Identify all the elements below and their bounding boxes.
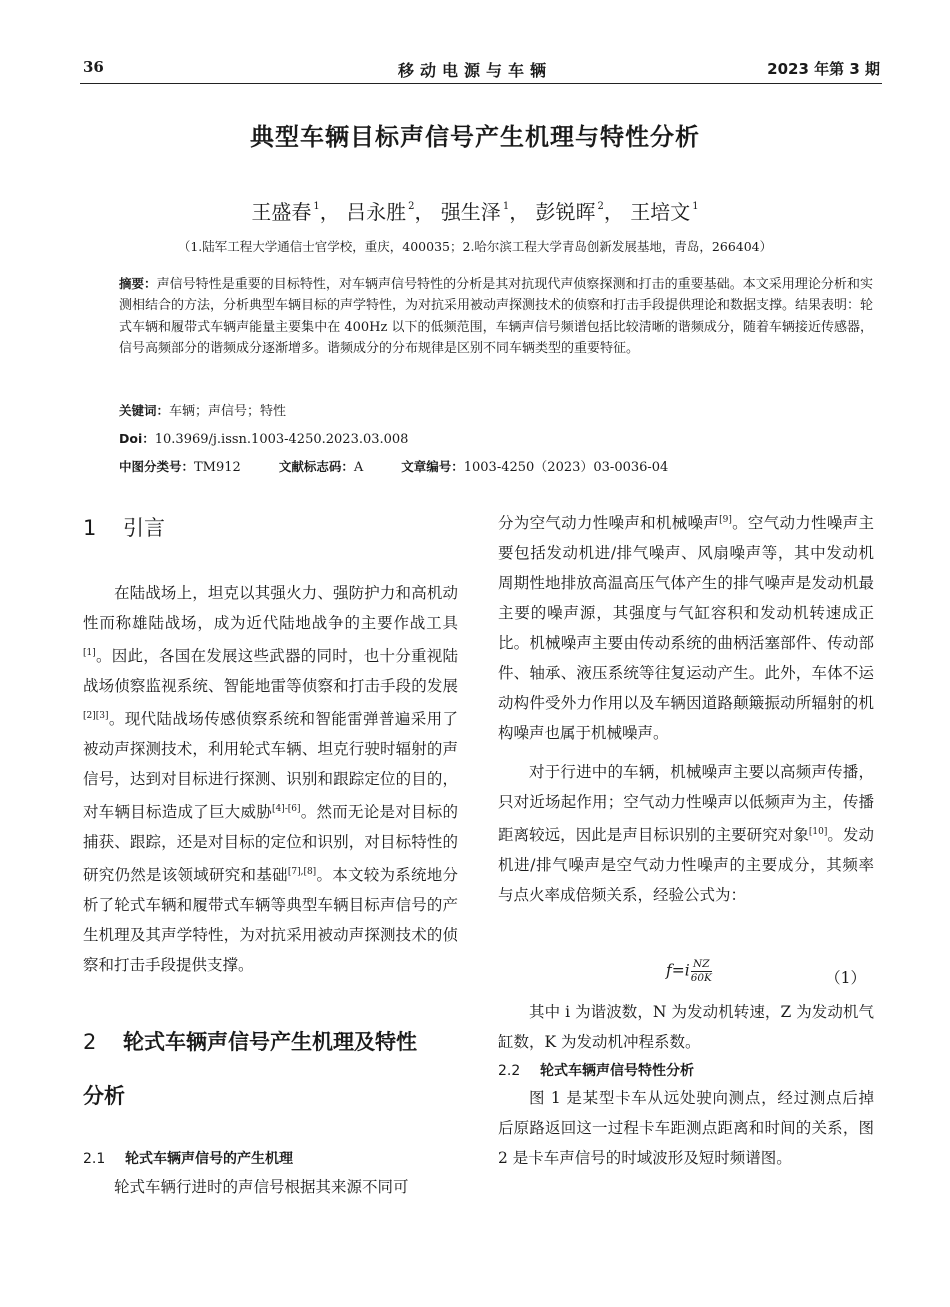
fraction-denominator: 60K bbox=[690, 972, 712, 984]
intro-paragraph bbox=[83, 578, 458, 980]
author-name: 彭锐晖 bbox=[535, 200, 596, 224]
section-title: 轮式车辆声信号产生机理及特性 bbox=[123, 1030, 417, 1054]
author-affiliation-mark: 1 bbox=[692, 201, 699, 212]
author-affiliation-mark: 1 bbox=[502, 201, 510, 212]
text-run: 对于行进中的车辆，机械噪声主要以高频声传播，只对近场起作用；空气动力性噪声以低频声为主，传播距离较远，因此是声目标识别的主要研究对象 bbox=[498, 763, 874, 844]
issue-label: 2023 年第 3 期 bbox=[767, 60, 880, 78]
clc-value: TM912 bbox=[194, 460, 241, 475]
author-name: 强生泽 bbox=[440, 200, 501, 224]
doi-label: Doi： bbox=[119, 431, 155, 446]
article-number-label: 文章编号： bbox=[401, 459, 464, 474]
author-affiliation-mark: 2 bbox=[408, 201, 415, 212]
doi bbox=[119, 428, 408, 450]
equation-1 bbox=[498, 956, 874, 992]
author-affiliation-mark: 2 bbox=[597, 201, 604, 212]
journal-name: 移动电源与车辆 bbox=[397, 61, 552, 80]
fraction bbox=[691, 958, 712, 985]
doc-code-label: 文献标志码： bbox=[278, 459, 354, 474]
subsection-2-2-heading bbox=[498, 1060, 874, 1080]
paragraph bbox=[498, 1083, 874, 1173]
clc-label: 中图分类号： bbox=[119, 459, 195, 474]
section-1-heading bbox=[83, 512, 458, 542]
equation-lhs: f=i bbox=[666, 961, 690, 980]
doc-code-value: A bbox=[353, 460, 364, 475]
subsection-2-1-heading bbox=[83, 1148, 458, 1168]
article-number-value: 1003-4250（2023）03-0036-04 bbox=[463, 460, 669, 475]
equation-number: （1） bbox=[825, 969, 866, 987]
classification-line bbox=[119, 456, 668, 478]
section-2-heading bbox=[83, 1026, 458, 1056]
subsection-number: 2.1 bbox=[83, 1151, 106, 1167]
text-run: 。空气动力性噪声主要包括发动机进/排气噪声、风扇噪声等，其中发动机周期性地排放高温高压气体产生的排气噪声是发动机最主要的噪声源，其强度与气缸容积和发动机转速成正比。机械噪声主要由传动系统的曲柄活塞部件、传动部件、轴承、液压系统等往复运动产生。此外，车体不运动构件受外力作用以及车辆因道路颠簸振动所辐射的机构噪声也属于机械噪声。 bbox=[498, 514, 874, 742]
abstract-text: 声信号特性是重要的目标特性，对车辆声信号特性的分析是其对抗现代声侦察探测和打击的重要基础。本文采用理论分析和实测相结合的方法，分析典型车辆目标的声学特性，为对抗采用被动声探测技术的侦察和打击手段提供理论和数据支撑。结果表明：轮式车辆和履带式车辆声能量主要集中在 400Hz 以下的低频范围，车辆声信号频谱包括比较清晰的谐频成分，随着车辆接近传感器，信号高频部分的谐频成分逐渐增多。谐频成分的分布规律是区别不同车辆类型的重要特征。 bbox=[119, 277, 874, 356]
subsection-title: 轮式车辆声信号特性分析 bbox=[540, 1063, 694, 1079]
author-name: 吕永胜 bbox=[346, 200, 407, 224]
citation: [7],[8] bbox=[287, 867, 317, 877]
text-run: 在陆战场上，坦克以其强火力、强防护力和高机动性而称雄陆战场，成为近代陆地战争的主要作战工具 bbox=[83, 584, 458, 632]
subsection-number: 2.2 bbox=[498, 1063, 521, 1079]
author-name: 王盛春 bbox=[251, 200, 312, 224]
text-run: 。本文较为系统地分析了轮式车辆和履带式车辆等典型车辆目标声信号的产生机理及其声学特性，为对抗采用被动声探测技术的侦察和打击手段提供支撑。 bbox=[83, 866, 458, 974]
abstract-label: 摘要： bbox=[119, 276, 157, 291]
page-number: 36 bbox=[83, 58, 104, 76]
author-affiliation-mark: 1 bbox=[313, 201, 320, 212]
section-2-heading-cont: 分析 bbox=[83, 1084, 125, 1108]
citation: [9] bbox=[719, 515, 732, 525]
paragraph bbox=[83, 1172, 458, 1202]
doi-value: 10.3969/j.issn.1003-4250.2023.03.008 bbox=[154, 432, 409, 447]
paper-title: 典型车辆目标声信号产生机理与特性分析 bbox=[250, 123, 700, 151]
header-rule bbox=[80, 83, 882, 84]
text-run: 。现代陆战场传感侦察系统和智能雷弹普遍采用了被动声探测技术，利用轮式车辆、坦克行驶时辐射的声信号，达到对目标进行探测、识别和跟踪定位的目的，对车辆目标造成了巨大威胁 bbox=[83, 710, 458, 821]
section-title: 引言 bbox=[123, 516, 165, 540]
paragraph bbox=[498, 505, 874, 910]
text-run: 。发动机进/排气噪声是空气动力性噪声的主要成分，其频率与点火率成倍频关系，经验公式为： bbox=[498, 826, 874, 904]
subsection-title: 轮式车辆声信号的产生机理 bbox=[125, 1151, 293, 1167]
equation-expression bbox=[666, 958, 712, 985]
keywords-text: 车辆；声信号；特性 bbox=[169, 404, 287, 419]
keywords-label: 关键词： bbox=[119, 403, 170, 418]
text-run: 分为空气动力性噪声和机械噪声 bbox=[498, 514, 720, 532]
citation: [4]-[6] bbox=[271, 804, 301, 814]
affiliations: （1.陆军工程大学通信士官学校，重庆，400035；2.哈尔滨工程大学青岛创新发展基地，青岛，266404） bbox=[177, 239, 773, 254]
text-run: 其中 i 为谐波数，N 为发动机转速，Z 为发动机气缸数，K 为发动机冲程系数。 bbox=[498, 1003, 874, 1051]
text-run: 。然而无论是对目标的捕获、跟踪，还是对目标的定位和识别，对目标特性的研究仍然是该领域研究和基础 bbox=[83, 803, 458, 884]
text-run: 。因此，各国在发展这些武器的同时，也十分重视陆战场侦察监视系统、智能地雷等侦察和打击手段的发展 bbox=[83, 647, 458, 695]
paragraph bbox=[498, 997, 874, 1057]
keywords bbox=[119, 400, 286, 422]
text-run: 图 1 是某型卡车从远处驶向测点，经过测点后掉后原路返回这一过程卡车距测点距离和时间的关系，图 2 是卡车声信号的时域波形及短时频谱图。 bbox=[498, 1089, 874, 1167]
citation: [10] bbox=[808, 827, 828, 837]
section-number: 2 bbox=[83, 1030, 97, 1054]
author-list: 王盛春 $^1$， 吕永胜 $^2$， 强生泽 $^1$， 彭锐晖 $^2$， 王培文 $^1$ bbox=[251, 200, 699, 224]
fraction-numerator: NZ bbox=[691, 958, 712, 972]
text-run: 轮式车辆行进时的声信号根据其来源不同可 bbox=[114, 1178, 409, 1196]
abstract bbox=[119, 273, 873, 359]
citation: [1] bbox=[83, 648, 96, 658]
citation: [2][3] bbox=[83, 711, 109, 721]
section-number: 1 bbox=[83, 516, 97, 540]
author-name: 王培文 bbox=[630, 200, 691, 224]
